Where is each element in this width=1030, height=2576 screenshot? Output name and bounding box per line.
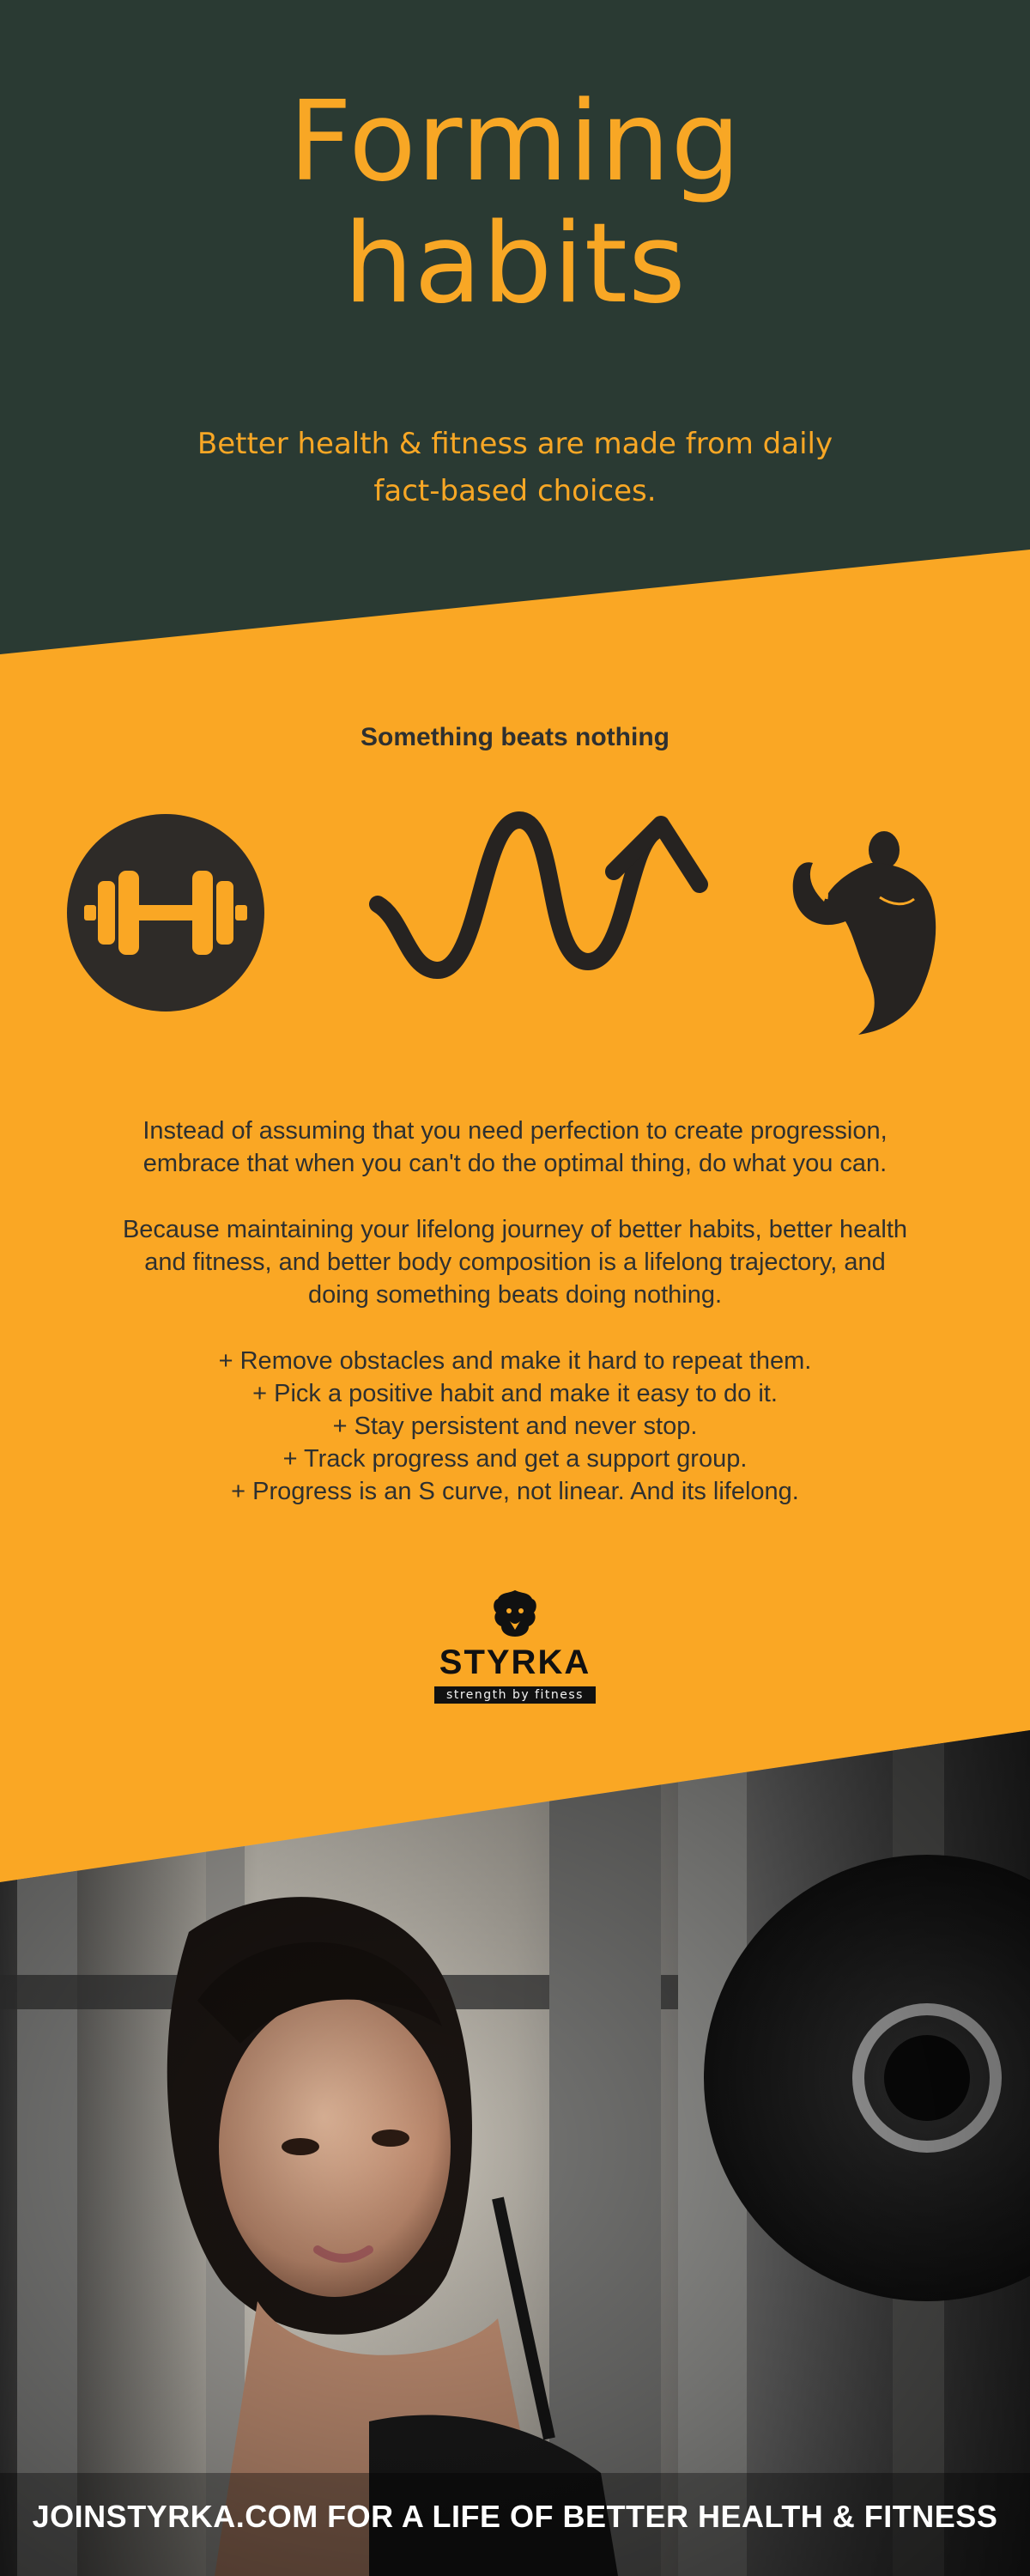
dumbbell-icon [67, 814, 264, 1012]
list-item: + Progress is an S curve, not linear. And its lifelong. [231, 1478, 799, 1505]
subtitle [129, 421, 901, 515]
paragraph-line: Instead of assuming that you need perfection to create progression, [142, 1117, 888, 1145]
paragraph-line: embrace that when you can't do the optimal thing, do what you can. [142, 1150, 888, 1177]
section-heading: Something beats nothing [360, 723, 670, 751]
title-line: Forming [288, 78, 742, 206]
intro-paragraph [52, 1115, 978, 1180]
brand-logo [429, 1589, 601, 1726]
paragraph-line: Because maintaining your lifelong journey of better habits, better health [122, 1216, 908, 1243]
subtitle-line: fact-based choices. [373, 474, 657, 508]
bodybuilder-icon [785, 829, 948, 1039]
footer-cta: JOINSTYRKA.COM FOR A LIFE OF BETTER HEALTH & FITNESS [32, 2499, 998, 2534]
brand-name: STYRKA [439, 1643, 591, 1681]
paragraph-line: and fitness, and better body composition is a lifelong trajectory, and [144, 1249, 886, 1276]
squiggle-arrow-icon [369, 803, 712, 983]
lion-icon [491, 1589, 539, 1638]
list-item: + Stay persistent and never stop. [332, 1413, 698, 1440]
list-item: + Track progress and get a support group. [282, 1445, 748, 1473]
brand-tagline: strength by fitness [434, 1686, 596, 1704]
title-line: habits [343, 200, 687, 328]
list-item: + Pick a positive habit and make it easy to do it. [252, 1380, 778, 1407]
paragraph-line: doing something beats doing nothing. [307, 1281, 723, 1309]
subtitle-line: Better health & fitness are made from daily [197, 427, 833, 461]
list-item: + Remove obstacles and make it hard to repeat them. [218, 1347, 812, 1375]
hero-photo [0, 1717, 1030, 2576]
explanation-paragraph [52, 1213, 978, 1311]
page-title [0, 78, 1030, 328]
tips-list [52, 1345, 978, 1508]
